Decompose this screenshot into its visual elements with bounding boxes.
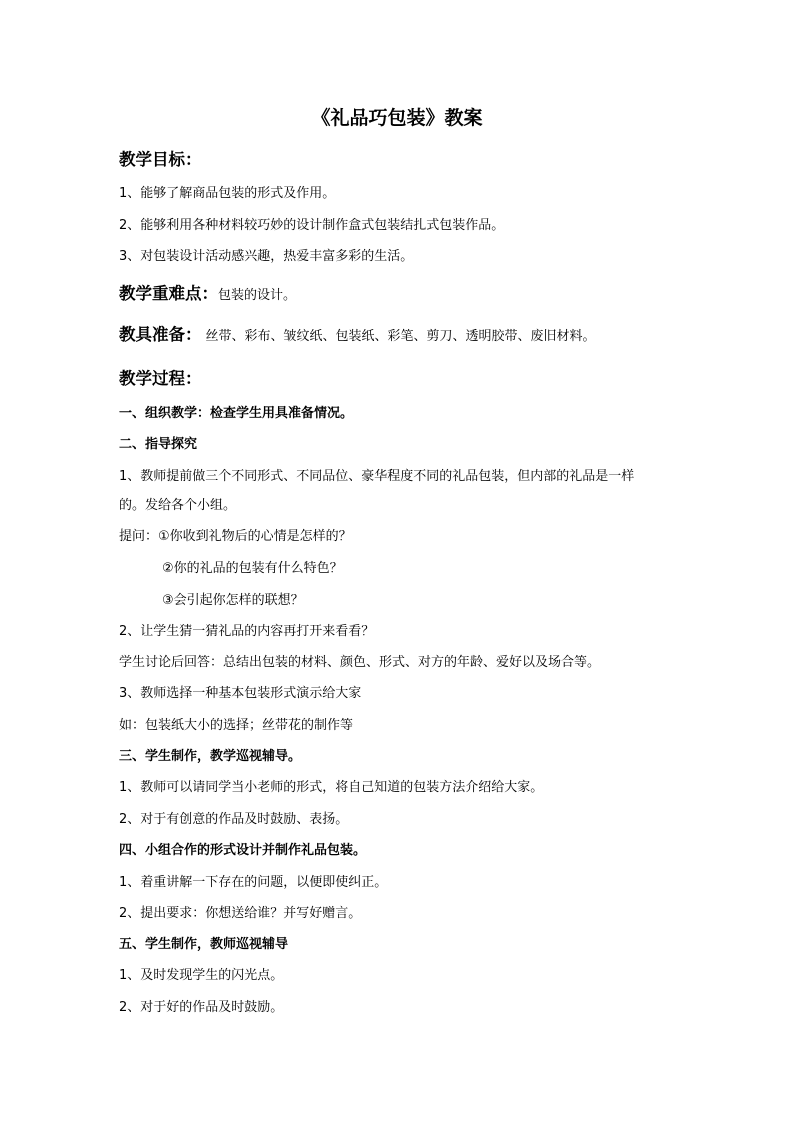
document-title: 《礼品巧包装》教案: [311, 107, 483, 129]
process-section-5-title: 五、学生制作，教师巡视辅导: [119, 937, 289, 952]
key-points-heading: 教学重难点：: [119, 284, 218, 303]
process-heading: 教学过程：: [119, 369, 202, 388]
section-4-item-1: 1、着重讲解一下存在的问题，以便即使纠正。: [119, 875, 388, 890]
key-points-row: [119, 286, 296, 304]
process-section-4-title: 四、小组合作的形式设计并制作礼品包装。: [119, 843, 367, 858]
process-section-1: 一、组织教学：检查学生用具准备情况。: [119, 406, 354, 421]
goals-heading: 教学目标：: [119, 150, 202, 169]
key-points-text: 包装的设计。: [218, 288, 297, 303]
section-4-item-2: 2、提出要求：你想送给谁？并写好赠言。: [119, 906, 362, 921]
section-2-paragraph-3: 学生讨论后回答：总结出包装的材料、颜色、形式、对方的年龄、爱好以及场合等。: [119, 655, 601, 670]
goal-item-2: 2、能够利用各种材料较巧妙的设计制作盒式包装结扎式包装作品。: [119, 218, 505, 233]
materials-row: [119, 327, 596, 345]
process-section-2-title: 二、指导探究: [119, 437, 198, 452]
section-2-paragraph-4: 3、教师选择一种基本包装形式演示给大家: [119, 686, 362, 701]
section-2-question-1: 提问：①你收到礼物后的心情是怎样的？: [119, 529, 352, 544]
section-2-question-2: ②你的礼品的包装有什么特色？: [162, 561, 343, 576]
process-section-3-title: 三、学生制作，教学巡视辅导。: [119, 749, 302, 764]
materials-text: 丝带、彩布、皱纹纸、包装纸、彩笔、剪刀、透明胶带、废旧材料。: [205, 329, 596, 344]
section-3-item-1: 1、教师可以请同学当小老师的形式，将自己知道的包装方法介绍给大家。: [119, 780, 544, 795]
section-5-item-1: 1、及时发现学生的闪光点。: [119, 968, 284, 983]
goal-item-1: 1、能够了解商品包装的形式及作用。: [119, 186, 336, 201]
section-2-paragraph-1-line-1: 1、教师提前做三个不同形式、不同品位、豪华程度不同的礼品包装，但内部的礼品是一样: [119, 469, 635, 484]
section-2-question-3: ③会引起你怎样的联想？: [162, 593, 304, 608]
section-2-paragraph-2: 2、让学生猜一猜礼品的内容再打开来看看？: [119, 624, 375, 639]
materials-heading: 教具准备：: [119, 325, 202, 344]
goal-item-3: 3、对包装设计活动感兴趣，热爱丰富多彩的生活。: [119, 249, 414, 264]
section-3-item-2: 2、对于有创意的作品及时鼓励、表扬。: [119, 812, 349, 827]
section-5-item-2: 2、对于好的作品及时鼓励。: [119, 1000, 284, 1015]
section-2-paragraph-1-line-2: 的。发给各个小组。: [119, 498, 237, 513]
section-2-paragraph-5: 如：包装纸大小的选择；丝带花的制作等: [119, 718, 354, 733]
